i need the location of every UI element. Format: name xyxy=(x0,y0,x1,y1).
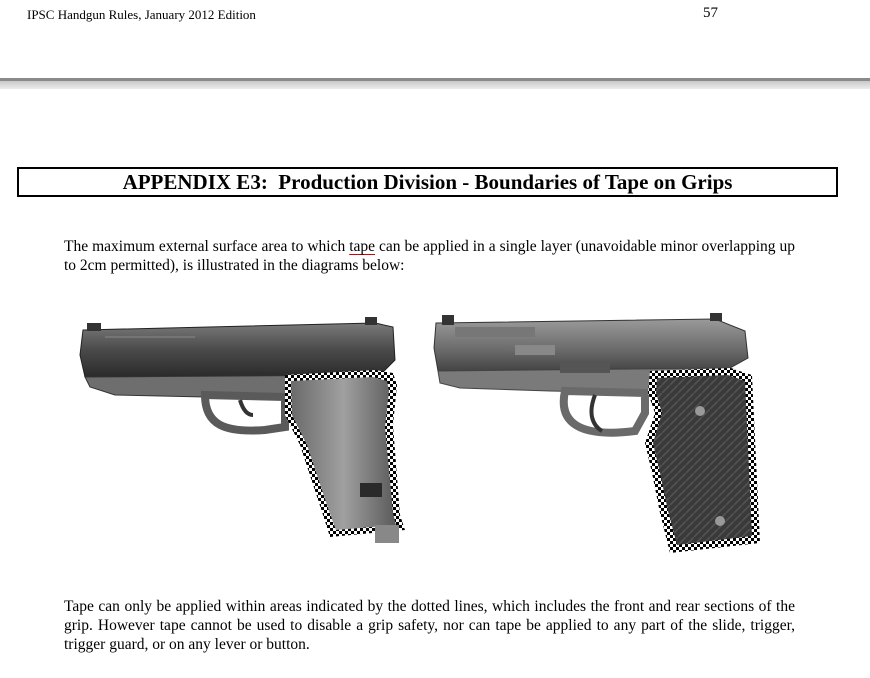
appendix-heading: APPENDIX E3: Production Division - Boundaries of Tape on Grips xyxy=(17,167,838,197)
sig-pistol-diagram xyxy=(430,313,775,555)
intro-text-after: can be applied in a single layer (unavoidable minor overlapping up to 2cm permitted), is illustrated in the diagrams below: xyxy=(64,238,795,274)
spellcheck-word[interactable]: tape xyxy=(349,238,376,255)
glock-pistol-diagram xyxy=(75,315,410,550)
footer-paragraph: Tape can only be applied within areas indicated by the dotted lines, which includes the front and rear sections of the grip. However tape cannot be used to disable a grip safety, nor can tape be applied to any part of the slide, trigger, trigger guard, or on any lever or button. xyxy=(64,598,795,653)
document-header-title: IPSC Handgun Rules, January 2012 Edition xyxy=(27,7,256,22)
page-separator xyxy=(0,78,870,89)
intro-paragraph xyxy=(64,237,795,275)
intro-text-before: The maximum external surface area to which xyxy=(64,238,350,255)
page-number: 57 xyxy=(703,5,718,21)
